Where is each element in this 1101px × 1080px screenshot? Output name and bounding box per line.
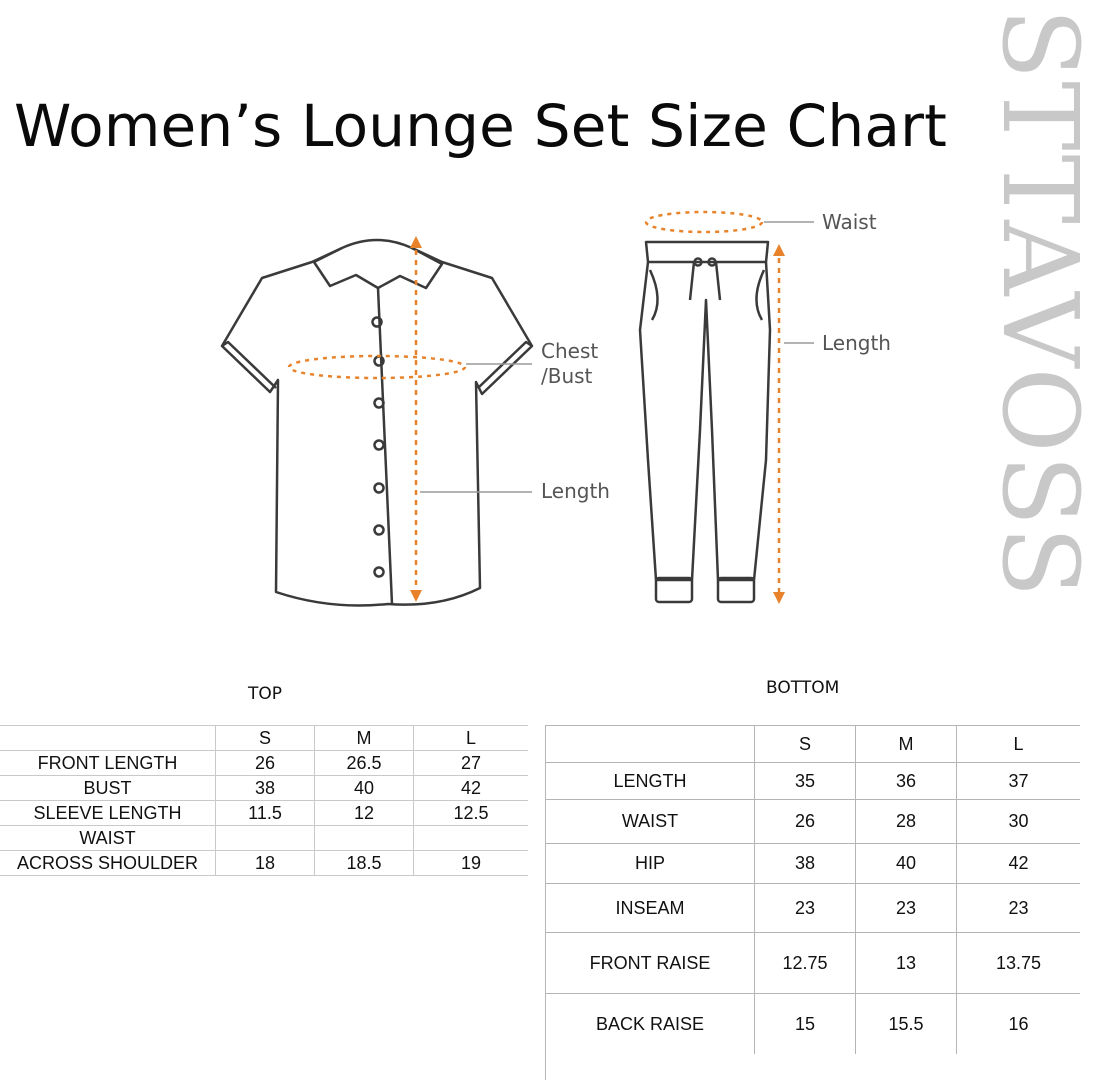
table-cell: 12.75 [755, 933, 856, 994]
table-cell: 15.5 [856, 994, 957, 1055]
bust-label: /Bust [541, 364, 593, 388]
table-cell: LENGTH [546, 763, 755, 800]
table-cell: ACROSS SHOULDER [0, 851, 216, 876]
waist-label: Waist [822, 210, 877, 234]
table-cell: 16 [957, 994, 1081, 1055]
table-cell: M [856, 726, 957, 763]
table-cell: BUST [0, 776, 216, 801]
table-cell [546, 726, 755, 763]
bottom-table-caption: BOTTOM [766, 678, 840, 698]
table-cell: 18 [216, 851, 315, 876]
table-cell: 23 [856, 884, 957, 933]
table-cell: 19 [414, 851, 529, 876]
table-cell: 13 [856, 933, 957, 994]
garment-illustration [0, 180, 980, 620]
table-row [0, 751, 528, 776]
table-cell: 27 [414, 751, 529, 776]
table-cell: 26.5 [315, 751, 414, 776]
table-cell: HIP [546, 844, 755, 884]
table-cell: L [414, 726, 529, 751]
table-cell: WAIST [546, 800, 755, 844]
table-cell: 30 [957, 800, 1081, 844]
top-size-table [0, 725, 528, 876]
table-cell: 12 [315, 801, 414, 826]
table-cell: M [315, 726, 414, 751]
table-cell: S [755, 726, 856, 763]
table-cell: 23 [957, 884, 1081, 933]
table-cell: 23 [755, 884, 856, 933]
table-row [0, 826, 528, 851]
table-cell [216, 826, 315, 851]
brand-wordmark-text: STTAVOSS [979, 8, 1101, 600]
table-cell: 36 [856, 763, 957, 800]
chest-label: Chest [541, 339, 599, 363]
top-length-label: Length [541, 479, 610, 503]
table-row [546, 800, 1081, 844]
table-row [546, 884, 1081, 933]
table-row [546, 933, 1081, 994]
table-cell: 26 [755, 800, 856, 844]
table-cell: 26 [216, 751, 315, 776]
table-cell: L [957, 726, 1081, 763]
table-cell: 11.5 [216, 801, 315, 826]
table-row [546, 763, 1081, 800]
table-cell: 35 [755, 763, 856, 800]
table-cell [315, 826, 414, 851]
table-row [546, 994, 1081, 1055]
table-cell: 13.75 [957, 933, 1081, 994]
table-cell: 38 [755, 844, 856, 884]
table-cell: FRONT LENGTH [0, 751, 216, 776]
table-cell: WAIST [0, 826, 216, 851]
bottom-length-label: Length [822, 331, 891, 355]
table-cell: 15 [755, 994, 856, 1055]
table-cell: 28 [856, 800, 957, 844]
table-cell: BACK RAISE [546, 994, 755, 1055]
table-header-row [0, 726, 528, 751]
shirt-icon [222, 240, 532, 606]
table-row [0, 851, 528, 876]
table-cell: 42 [957, 844, 1081, 884]
table-row [546, 844, 1081, 884]
table-cell: FRONT RAISE [546, 933, 755, 994]
table-cell: 38 [216, 776, 315, 801]
table-header-row [546, 726, 1081, 763]
table-cell: 40 [856, 844, 957, 884]
bottom-size-table [545, 725, 1080, 1054]
table-cell: INSEAM [546, 884, 755, 933]
top-table-caption: TOP [248, 684, 283, 704]
table-cell [414, 826, 529, 851]
table-cell: 42 [414, 776, 529, 801]
brand-wordmark [979, 8, 1101, 620]
page-title: Women’s Lounge Set Size Chart [14, 92, 948, 160]
table-cell: 40 [315, 776, 414, 801]
table-row [0, 776, 528, 801]
table-cell: 12.5 [414, 801, 529, 826]
table-cell: 37 [957, 763, 1081, 800]
pants-icon [640, 242, 770, 602]
table-cell: SLEEVE LENGTH [0, 801, 216, 826]
table-cell [0, 726, 216, 751]
table-divider [545, 1045, 546, 1080]
table-row [0, 801, 528, 826]
table-cell: S [216, 726, 315, 751]
table-cell: 18.5 [315, 851, 414, 876]
